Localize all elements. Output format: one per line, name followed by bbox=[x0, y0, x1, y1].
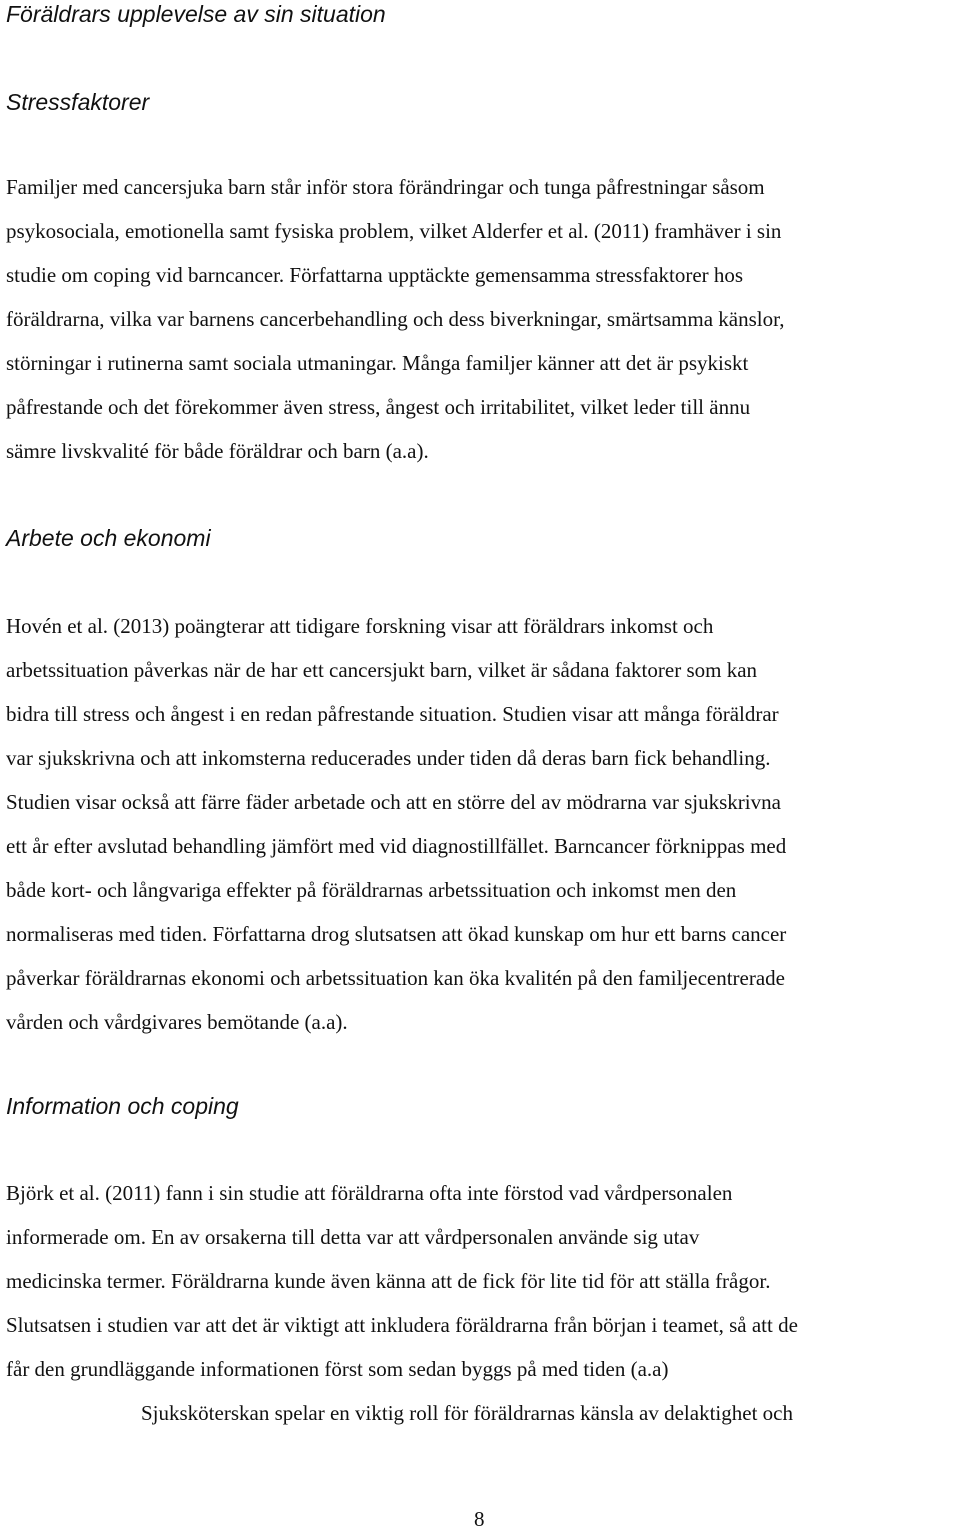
page-number: 8 bbox=[474, 1507, 485, 1531]
paragraph-line: Hovén et al. (2013) poängterar att tidigare forskning visar att föräldrars inkomst och bbox=[6, 614, 714, 638]
paragraph-stress bbox=[6, 165, 785, 473]
paragraph-line: ett år efter avslutad behandling jämfört med vid diagnostillfället. Barncancer förknippas med bbox=[6, 834, 787, 858]
paragraph-line: normaliseras med tiden. Författarna drog slutsatsen att ökad kunskap om hur ett barns cancer bbox=[6, 922, 787, 946]
paragraph-line: var sjukskrivna och att inkomsterna reducerades under tiden då deras barn fick behandling. bbox=[6, 746, 771, 770]
paragraph-work bbox=[6, 604, 786, 1044]
paragraph-line: medicinska termer. Föräldrarna kunde även känna att de fick för lite tid för att ställa frågor. bbox=[6, 1269, 771, 1293]
paragraph-line: föräldrarna, vilka var barnens cancerbehandling och dess biverkningar, smärtsamma känslor, bbox=[6, 307, 785, 331]
paragraph-line-indented: Sjuksköterskan spelar en viktig roll för föräldrarnas känsla av delaktighet och bbox=[141, 1401, 793, 1425]
paragraph-line: vården och vårdgivares bemötande (a.a). bbox=[6, 1010, 348, 1034]
subsection-heading-stress: Stressfaktorer bbox=[6, 89, 150, 115]
paragraph-line: får den grundläggande informationen först som sedan byggs på med tiden (a.a) bbox=[6, 1357, 669, 1381]
paragraph-line: studie om coping vid barncancer. Författarna upptäckte gemensamma stressfaktorer hos bbox=[6, 263, 744, 287]
paragraph-line: Björk et al. (2011) fann i sin studie att föräldrarna ofta inte förstod vad vårdpersonalen bbox=[6, 1181, 733, 1205]
paragraph-line: både kort- och långvariga effekter på föräldrarnas arbetssituation och inkomst men den bbox=[6, 878, 737, 902]
paragraph-line: Studien visar också att färre fäder arbetade och att en större del av mödrarna var sjukskrivna bbox=[6, 790, 781, 814]
section-heading-main: Föräldrars upplevelse av sin situation bbox=[6, 1, 386, 27]
paragraph-line: informerade om. En av orsakerna till detta var att vårdpersonalen använde sig utav bbox=[6, 1225, 700, 1249]
paragraph-line: psykosociala, emotionella samt fysiska problem, vilket Alderfer et al. (2011) framhäver i sin bbox=[6, 219, 782, 243]
paragraph-line: störningar i rutinerna samt sociala utmaningar. Många familjer känner att det är psykiskt bbox=[6, 351, 749, 375]
paragraph-line: Slutsatsen i studien var att det är viktigt att inkludera föräldrarna från början i teamet, så att de bbox=[6, 1313, 798, 1337]
paragraph-info bbox=[6, 1171, 798, 1435]
paragraph-line: Familjer med cancersjuka barn står inför stora förändringar och tunga påfrestningar såsom bbox=[6, 175, 765, 199]
paragraph-line: arbetssituation påverkas när de har ett cancersjukt barn, vilket är sådana faktorer som kan bbox=[6, 658, 758, 682]
paragraph-line: sämre livskvalité för både föräldrar och barn (a.a). bbox=[6, 439, 429, 463]
subsection-heading-work: Arbete och ekonomi bbox=[6, 525, 211, 551]
paragraph-line: påfrestande och det förekommer även stress, ångest och irritabilitet, vilket leder till ännu bbox=[6, 395, 751, 419]
paragraph-line: bidra till stress och ångest i en redan påfrestande situation. Studien visar att många föräldrar bbox=[6, 702, 779, 726]
subsection-heading-info: Information och coping bbox=[6, 1093, 239, 1119]
paragraph-line: påverkar föräldrarnas ekonomi och arbetssituation kan öka kvalitén på den familjecentrerade bbox=[6, 966, 785, 990]
